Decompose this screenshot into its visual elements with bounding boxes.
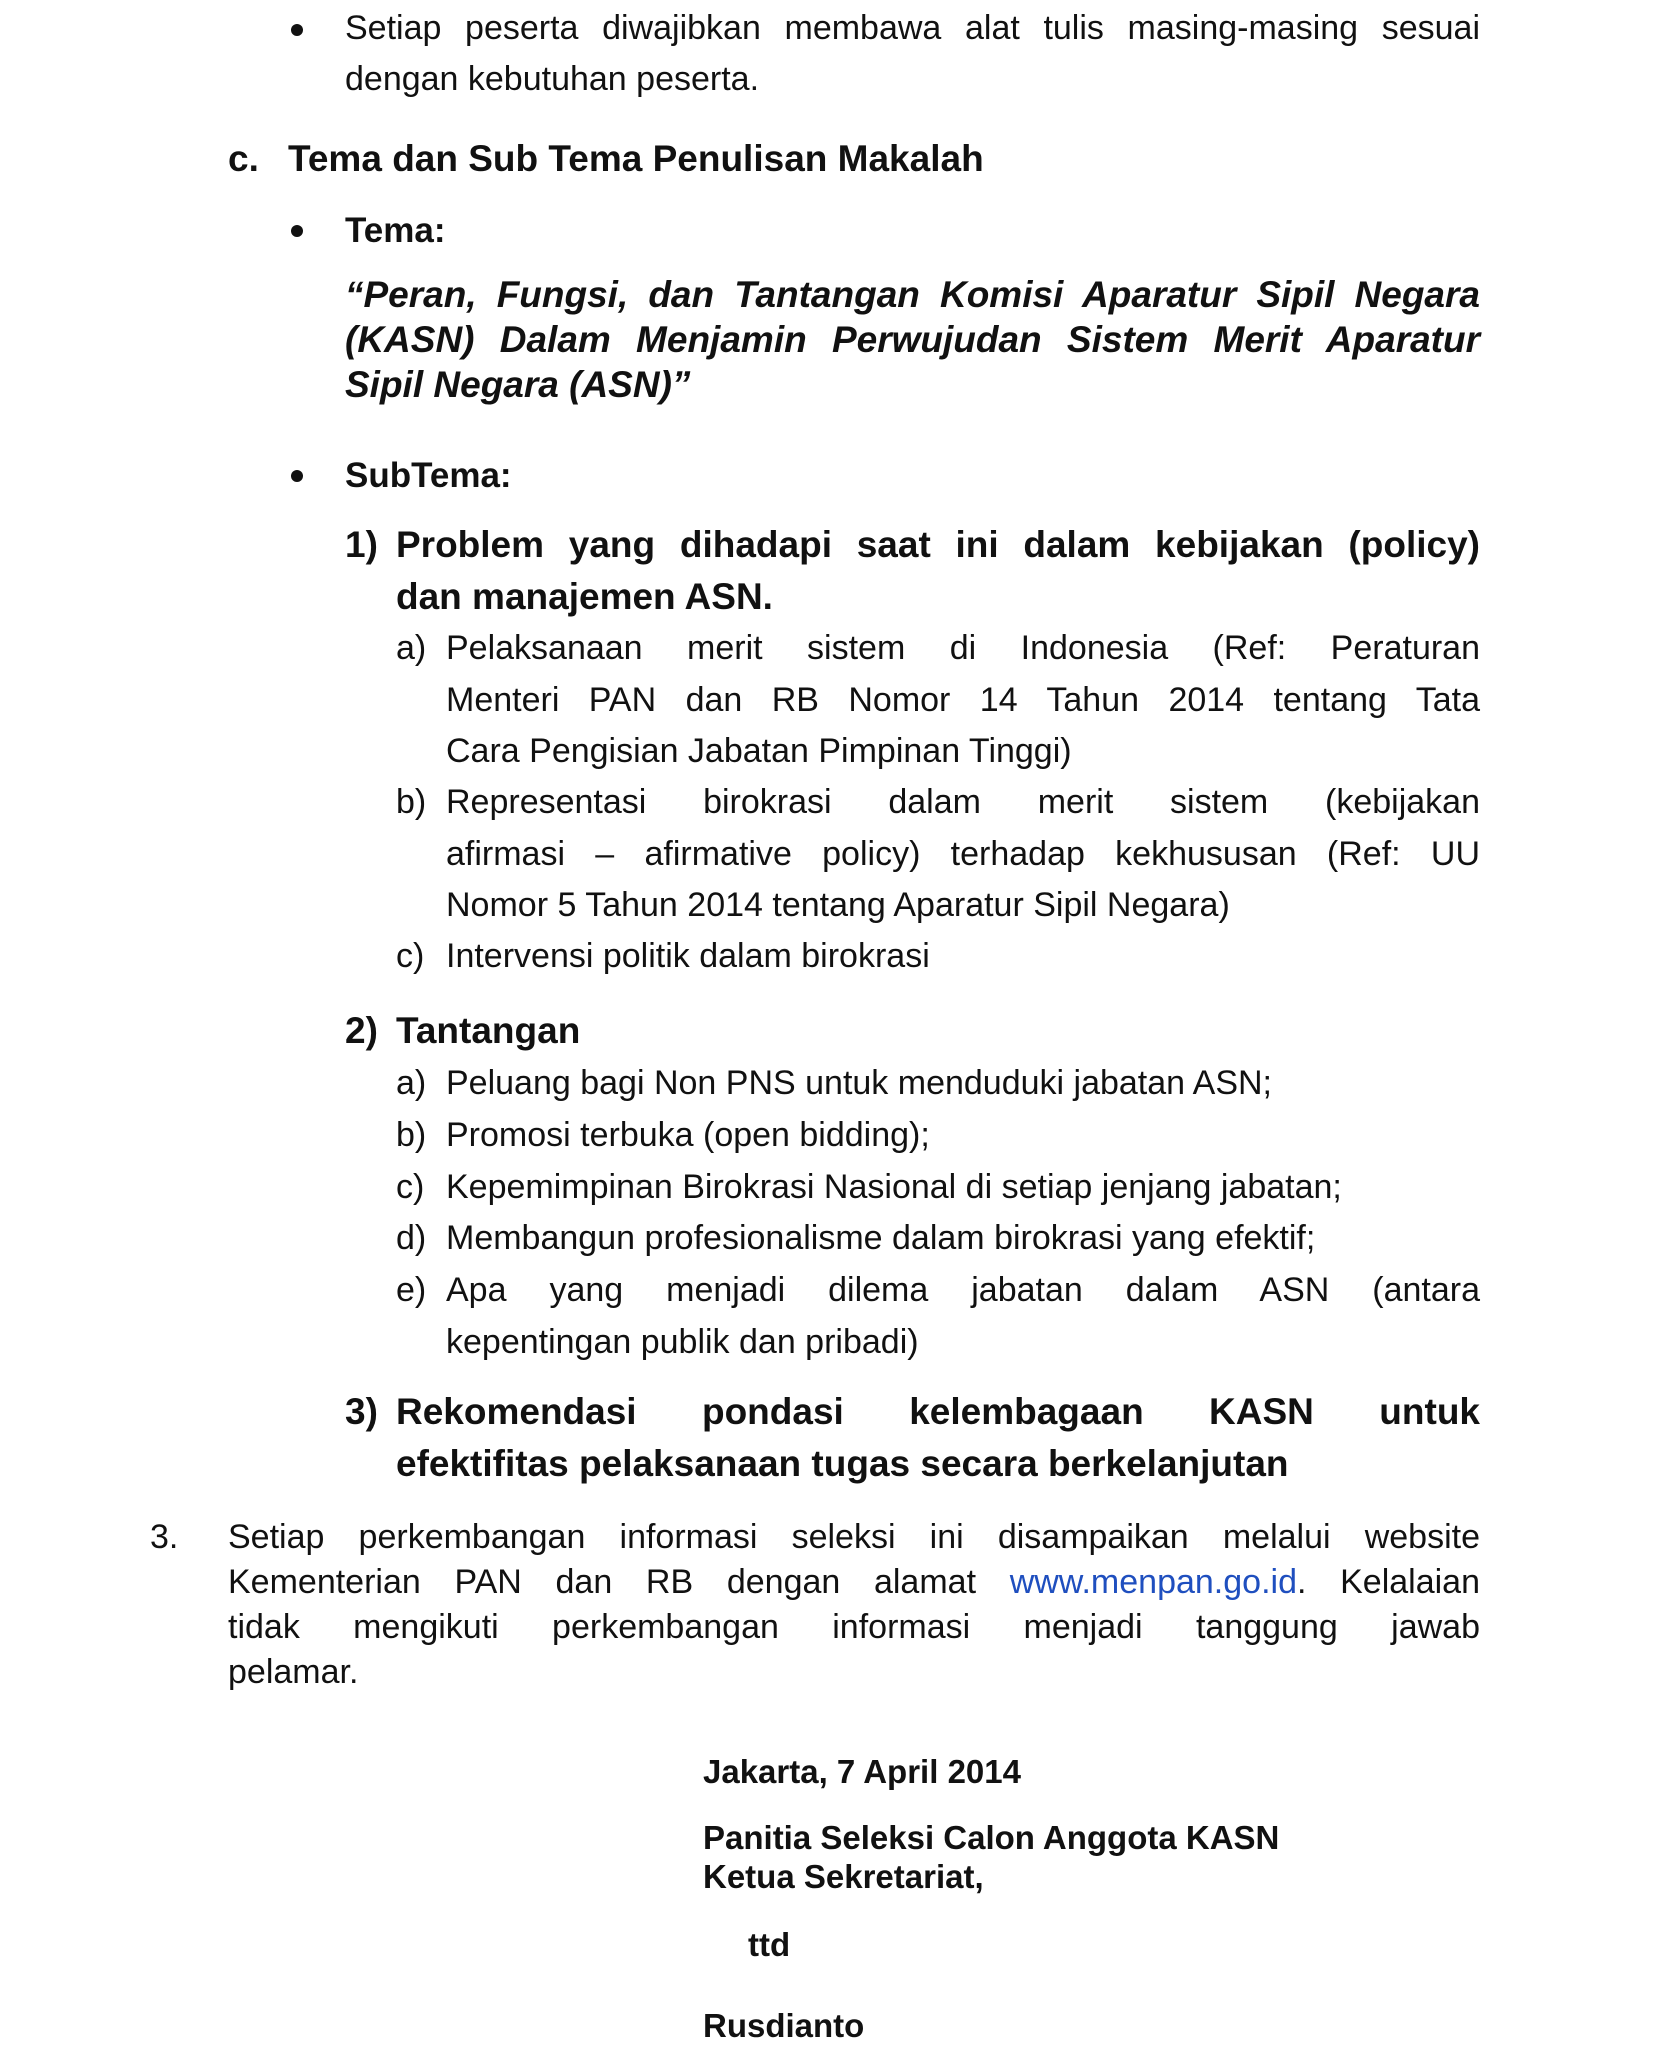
tema-label: Tema: (345, 211, 446, 250)
subtema-2e-label: e) (396, 1271, 427, 1309)
item-3-line-3: tidak mengikuti perkembangan informasi menjadi tanggung jawab (228, 1608, 1480, 1646)
item-3-line-1: Setiap perkembangan informasi seleksi ini disampaikan melalui website (228, 1518, 1480, 1556)
subtema-2b-label: b) (396, 1116, 427, 1154)
subtema-2-number: 2) (345, 1010, 378, 1051)
subtema-1b-text (446, 777, 1480, 932)
tema-line-3: Sipil Negara (ASN)” (345, 364, 691, 405)
subtema-1-title (396, 519, 1480, 623)
subtema-1a-line-1: Pelaksanaan merit sistem di Indonesia (Ref: Peraturan (446, 629, 1480, 667)
subtema-1a-line-2: Menteri PAN dan RB Nomor 14 Tahun 2014 tentang Tata (446, 680, 1480, 719)
subtema-3-title-line-2: efektifitas pelaksanaan tugas secara berkelanjutan (396, 1443, 1289, 1484)
item-3-line-4: pelamar. (228, 1653, 359, 1691)
subtema-2a-line-1: Peluang bagi Non PNS untuk menduduki jabatan ASN; (446, 1064, 1272, 1102)
subtema-1-number: 1) (345, 524, 378, 565)
bullet-icon (291, 225, 303, 237)
item-3-line-2 (228, 1560, 1480, 1605)
website-link[interactable]: www.menpan.go.id (1009, 1563, 1297, 1601)
subtema-2c-label: c) (396, 1168, 425, 1206)
subtema-1b-line-1: Representasi birokrasi dalam merit sistem (kebijakan (446, 783, 1480, 821)
subtema-3-title-line-1: Rekomendasi pondasi kelembagaan KASN untuk (396, 1391, 1480, 1432)
item-3-line-2-post: . Kelalaian (1296, 1563, 1480, 1601)
subtema-2e-line-1: Apa yang menjadi dilema jabatan dalam ASN (antara (446, 1271, 1480, 1309)
subtema-2c-text (446, 1162, 1480, 1214)
subtema-2a-text (446, 1058, 1480, 1110)
item-3-line-2-pre: Kementerian PAN dan RB dengan alamat (228, 1563, 1010, 1601)
bullet-icon (291, 24, 303, 36)
section-c-label: c. (228, 138, 259, 179)
subtema-2b-text (446, 1110, 1480, 1162)
place-date: Jakarta, 7 April 2014 (703, 1753, 1021, 1790)
subtema-1b-line-3: Nomor 5 Tahun 2014 tentang Aparatur Sipil Negara) (446, 886, 1230, 924)
subtema-2a-label: a) (396, 1064, 427, 1102)
subtema-1c-line-1: Intervensi politik dalam birokrasi (446, 937, 930, 975)
subtema-2b-line-1: Promosi terbuka (open bidding); (446, 1116, 930, 1154)
subtema-1-title-line-2: dan manajemen ASN. (396, 576, 773, 617)
signatory-position: Ketua Sekretariat, (703, 1858, 984, 1895)
subtema-2d-line-1: Membangun profesionalisme dalam birokrasi yang efektif; (446, 1219, 1316, 1257)
subtema-1c-text (446, 931, 1480, 983)
tema-line-2: (KASN) Dalam Menjamin Perwujudan Sistem Merit Aparatur (345, 319, 1480, 360)
subtema-2-title-line-1: Tantangan (396, 1010, 581, 1051)
subtema-label: SubTema: (345, 456, 512, 495)
top-bullet-line-2: dengan kebutuhan peserta. (345, 60, 760, 98)
subtema-1a-line-3: Cara Pengisian Jabatan Pimpinan Tinggi) (446, 732, 1072, 770)
subtema-2e-line-2: kepentingan publik dan pribadi) (446, 1322, 919, 1361)
section-c-title: Tema dan Sub Tema Penulisan Makalah (288, 138, 984, 179)
top-bullet-line-1: Setiap peserta diwajibkan membawa alat tulis masing-masing sesuai (345, 9, 1480, 47)
subtema-2-title (396, 1005, 1480, 1057)
subtema-1a-text (446, 623, 1480, 778)
subtema-2d-text (446, 1213, 1480, 1265)
top-bullet-text (345, 3, 1480, 105)
subtema-2c-line-1: Kepemimpinan Birokrasi Nasional di setiap jenjang jabatan; (446, 1168, 1342, 1206)
subtema-2e-text (446, 1265, 1480, 1368)
subtema-3-number: 3) (345, 1391, 378, 1432)
subtema-1b-label: b) (396, 783, 427, 821)
item-3-number: 3. (150, 1518, 179, 1556)
tema-line-1: “Peran, Fungsi, dan Tantangan Komisi Aparatur Sipil Negara (345, 274, 1480, 315)
signatory-name: Rusdianto (703, 2007, 865, 2044)
subtema-1b-line-2: afirmasi – afirmative policy) terhadap kekhususan (Ref: UU (446, 834, 1480, 873)
subtema-2d-label: d) (396, 1219, 427, 1257)
signature-ttd: ttd (748, 1926, 791, 1963)
committee-name: Panitia Seleksi Calon Anggota KASN (703, 1819, 1280, 1856)
bullet-icon (291, 470, 303, 482)
subtema-1-title-line-1: Problem yang dihadapi saat ini dalam kebijakan (policy) (396, 524, 1480, 565)
item-3-text (228, 1515, 1480, 1695)
subtema-3-title (396, 1386, 1480, 1490)
tema-text (345, 272, 1480, 407)
subtema-1c-label: c) (396, 937, 425, 975)
section-c-heading (228, 133, 984, 185)
subtema-1a-label: a) (396, 629, 427, 667)
